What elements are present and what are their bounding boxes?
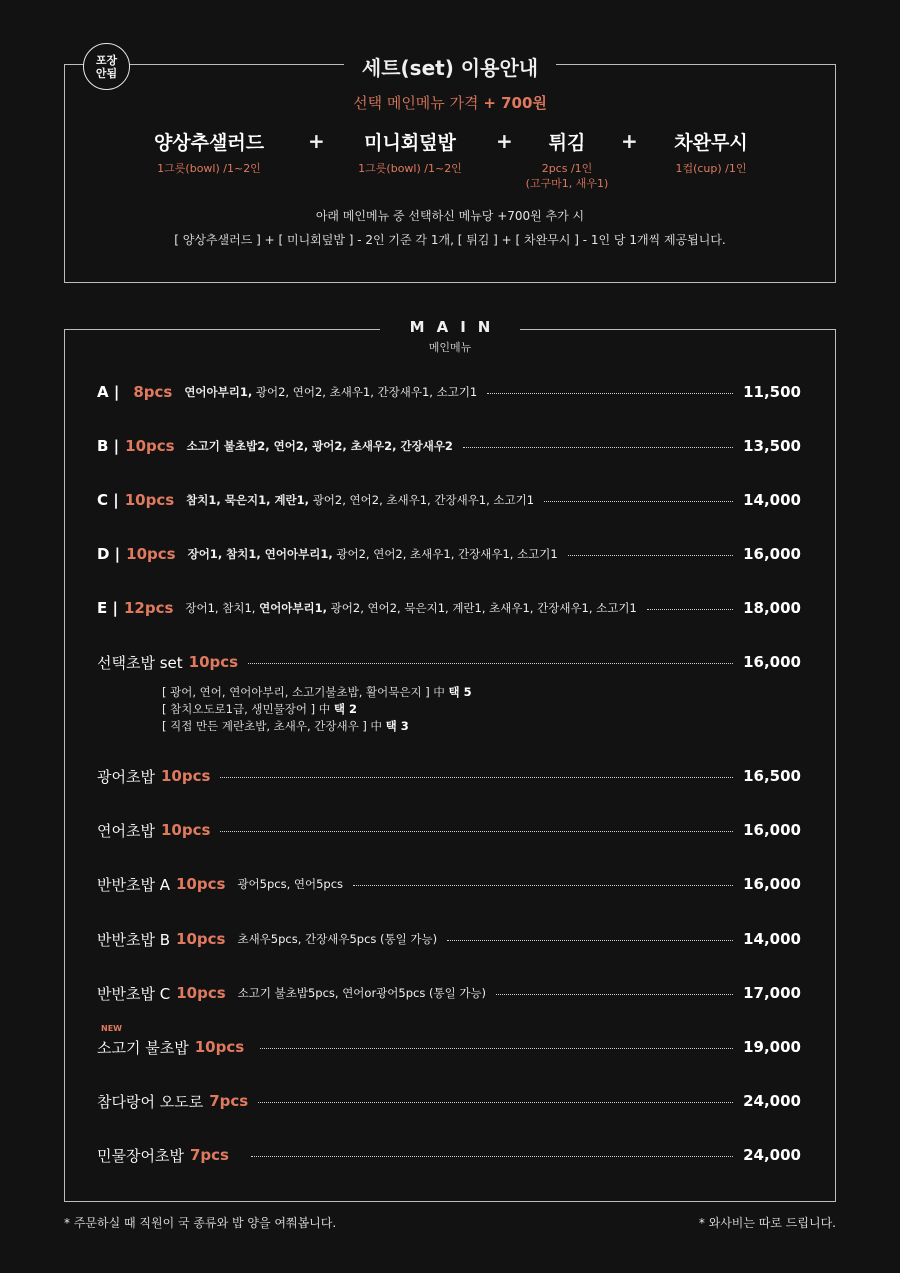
menu-price: 13,500 <box>743 437 801 455</box>
plus-sign: + <box>308 129 325 153</box>
menu-row-c <box>97 488 801 512</box>
menu-desc-bold: 소고기 불초밥2, 연어2, 광어2, 초새우2, 간장새우2 <box>186 439 453 453</box>
leader-dots <box>248 663 733 664</box>
menu-row-b <box>97 434 801 458</box>
choice-line <box>162 684 472 701</box>
menu-pcs: 10pcs <box>188 653 239 671</box>
menu-label: B | <box>97 437 120 455</box>
footer-note-left: * 주문하실 때 직원이 국 종류와 밥 양을 여쭤봅니다. <box>64 1216 337 1230</box>
set-subtitle <box>0 92 900 113</box>
combo-name: 차완무시 <box>674 132 748 154</box>
menu-pcs: 10pcs <box>176 875 226 893</box>
main-title-ko: 메인메뉴 <box>428 341 472 354</box>
menu-price: 16,000 <box>743 653 801 671</box>
set-title: 세트(set) 이용안내 <box>344 52 556 81</box>
combo-name: 양상추샐러드 <box>153 132 265 154</box>
choice-set-options <box>162 684 472 735</box>
leader-dots <box>463 447 733 448</box>
combo-detail-line2: (고구마1, 새우1) <box>525 177 609 190</box>
menu-price: 14,000 <box>743 491 801 509</box>
menu-row-half-b <box>97 927 801 951</box>
choice-line <box>162 718 472 735</box>
menu-price: 18,000 <box>743 599 801 617</box>
menu-pcs: 10pcs <box>125 437 175 455</box>
leader-dots <box>447 940 733 941</box>
menu-row-flatfish <box>97 764 801 788</box>
choice-text: [ 직접 만든 계란초밥, 초새우, 간장새우 ] 中 <box>162 719 386 733</box>
choice-pick: 택 5 <box>448 685 472 699</box>
menu-desc-text: 광어2, 연어2, 초새우1, 간장새우1, 소고기1 <box>309 493 535 507</box>
choice-pick: 택 2 <box>333 702 358 716</box>
leader-dots <box>353 885 733 886</box>
menu-price: 16,000 <box>743 821 801 839</box>
menu-label: A | <box>97 383 120 401</box>
choice-line <box>162 701 472 718</box>
choice-pick: 택 3 <box>385 719 409 733</box>
combo-name: 미니회덮밥 <box>364 132 456 154</box>
menu-label: 연어초밥 <box>97 821 155 840</box>
menu-row-half-c <box>97 981 801 1005</box>
menu-price: 19,000 <box>743 1038 801 1056</box>
combo-detail: 1컵(cup) /1인 <box>675 162 747 175</box>
leader-dots <box>487 393 733 394</box>
leader-dots <box>251 1156 733 1157</box>
combo-item-tempura <box>510 128 624 191</box>
menu-desc-text: 광어2, 연어2, 초새우1, 간장새우1, 소고기1 <box>252 385 478 399</box>
menu-desc-text: 광어2, 연어2, 묵은지1, 계란1, 초새우1, 간장새우1, 소고기1 <box>327 601 637 615</box>
set-subtitle-price: + 700원 <box>483 94 547 112</box>
combo-item-mini-hoedeopbap <box>343 128 477 176</box>
footer-note-right: * 와사비는 따로 드립니다. <box>698 1216 836 1230</box>
choice-text: [ 광어, 연어, 연어아부리, 소고기불초밥, 활어묵은지 ] 中 <box>162 685 449 699</box>
menu-row-d <box>97 542 801 566</box>
menu-pcs: 8pcs <box>133 383 173 401</box>
combo-detail: 1그릇(bowl) /1~2인 <box>358 162 462 175</box>
menu-price: 16,500 <box>743 767 801 785</box>
menu-price: 17,000 <box>743 984 801 1002</box>
new-badge: NEW <box>101 1024 122 1033</box>
menu-pcs: 10pcs <box>194 1038 245 1056</box>
leader-dots <box>496 994 733 995</box>
menu-price: 24,000 <box>743 1092 801 1110</box>
leader-dots <box>568 555 733 556</box>
menu-desc-bold: 참치1, 묵은지1, 계란1, <box>186 493 310 507</box>
menu-label: E | <box>97 599 118 617</box>
menu-row-a <box>97 380 801 404</box>
menu-desc-pre: 장어1, 참치1, <box>185 601 260 615</box>
choice-text: [ 참치오도로1급, 생민물장어 ] 中 <box>162 702 334 716</box>
menu-label: C | <box>97 491 119 509</box>
menu-label: 광어초밥 <box>97 767 155 786</box>
main-title <box>380 318 520 355</box>
leader-dots <box>258 1102 733 1103</box>
menu-desc: 초새우5pcs, 간장새우5pcs (통일 가능) <box>237 932 438 946</box>
menu-pcs: 10pcs <box>160 767 211 785</box>
menu-pcs: 10pcs <box>126 545 176 563</box>
menu-row-beef-flame <box>97 1035 801 1059</box>
menu-pcs: 7pcs <box>189 1146 229 1164</box>
menu-desc <box>185 600 636 616</box>
menu-desc <box>187 438 453 454</box>
menu-price: 14,000 <box>743 930 801 948</box>
menu-pcs: 12pcs <box>123 599 174 617</box>
menu-price: 16,000 <box>743 545 801 563</box>
menu-price: 16,000 <box>743 875 801 893</box>
menu-desc-bold: 연어아부리1, <box>259 601 328 615</box>
menu-pcs: 10pcs <box>176 984 226 1002</box>
set-note-line2: [ 양상추샐러드 ] + [ 미니회덮밥 ] - 2인 기준 각 1개, [ 튀김 ] + [ 차완무시 ] - 1인 당 1개씩 제공됩니다. <box>174 233 726 247</box>
menu-price: 24,000 <box>743 1146 801 1164</box>
combo-item-salad <box>138 128 280 176</box>
menu-label: 선택초밥 set <box>97 653 183 672</box>
menu-label: 반반초밥 B <box>97 930 171 949</box>
menu-label: 소고기 불초밥 <box>97 1038 189 1057</box>
menu-price: 11,500 <box>743 383 801 401</box>
menu-desc: 광어5pcs, 연어5pcs <box>237 877 344 891</box>
menu-label: 민물장어초밥 <box>97 1146 184 1165</box>
combo-name: 튀김 <box>548 132 586 154</box>
menu-desc-text: 광어2, 연어2, 초새우1, 간장새우1, 소고기1 <box>332 547 558 561</box>
main-title-en: MAIN <box>409 318 503 336</box>
badge-line1: 포장 <box>95 53 118 67</box>
plus-sign: + <box>621 129 638 153</box>
menu-row-e <box>97 596 801 620</box>
set-subtitle-prefix: 선택 메인메뉴 가격 <box>353 94 479 112</box>
combo-item-chawanmushi <box>652 128 770 176</box>
menu-label: 반반초밥 C <box>97 984 171 1003</box>
no-takeout-badge <box>83 43 130 90</box>
menu-pcs: 10pcs <box>176 930 226 948</box>
menu-row-salmon <box>97 818 801 842</box>
combo-detail: 1그릇(bowl) /1~2인 <box>157 162 261 175</box>
plus-sign: + <box>496 129 513 153</box>
leader-dots <box>220 777 733 778</box>
menu-label: 참다랑어 오도로 <box>97 1092 204 1111</box>
menu-desc <box>188 546 558 562</box>
leader-dots <box>220 831 733 832</box>
menu-row-half-a <box>97 872 801 896</box>
menu-pcs: 10pcs <box>124 491 175 509</box>
menu-row-choice-set <box>97 650 801 674</box>
menu-pcs: 7pcs <box>209 1092 249 1110</box>
menu-label: D | <box>97 545 121 563</box>
menu-row-bluefin-otoro <box>97 1089 801 1113</box>
leader-dots <box>544 501 733 502</box>
menu-row-freshwater-eel <box>97 1143 801 1167</box>
badge-line2: 안됨 <box>95 66 118 80</box>
leader-dots <box>647 609 733 610</box>
menu-desc: 소고기 불초밥5pcs, 연어or광어5pcs (통일 가능) <box>237 986 487 1000</box>
set-note-line1: 아래 메인메뉴 중 선택하신 메뉴당 +700원 추가 시 <box>315 209 585 223</box>
combo-detail-line1: 2pcs /1인 <box>541 162 593 175</box>
leader-dots <box>260 1048 733 1049</box>
menu-label: 반반초밥 A <box>97 875 170 894</box>
menu-desc <box>186 492 534 508</box>
combo-detail <box>510 161 624 191</box>
menu-desc-bold: 장어1, 참치1, 연어아부리1, <box>187 547 333 561</box>
menu-desc-bold: 연어아부리1, <box>184 385 253 399</box>
menu-desc <box>184 384 477 400</box>
menu-pcs: 10pcs <box>160 821 211 839</box>
